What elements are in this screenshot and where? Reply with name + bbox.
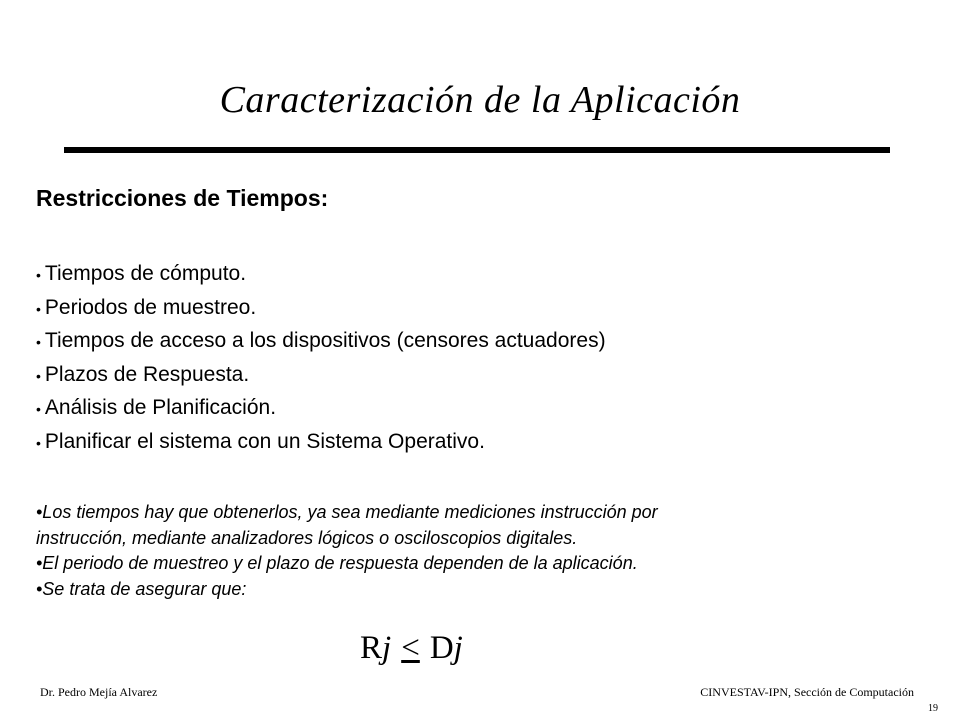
- section-heading: Restricciones de Tiempos:: [36, 185, 329, 211]
- bullet-text: Plazos de Respuesta.: [44, 362, 250, 386]
- note-line: •Se trata de asegurar que:: [36, 578, 247, 599]
- bullet-icon: •: [36, 434, 41, 451]
- list-item: [36, 258, 606, 292]
- bullet-icon: •: [36, 300, 41, 317]
- formula: [360, 628, 463, 668]
- formula-right-var: D: [429, 630, 454, 666]
- page-number: 19: [928, 703, 938, 714]
- footer-institution: CINVESTAV-IPN, Sección de Computación: [700, 685, 914, 699]
- formula-operator: <: [401, 630, 420, 666]
- footer-author: Dr. Pedro Mejía Alvarez: [40, 685, 158, 699]
- note-line: •Los tiempos hay que obtenerlos, ya sea mediante mediciones instrucción por: [36, 502, 658, 522]
- bullet-text: Planificar el sistema con un Sistema Operativo.: [44, 429, 485, 453]
- formula-right-sub: j: [453, 630, 463, 666]
- notes-block: [36, 500, 896, 602]
- list-item: [36, 325, 606, 359]
- bullet-text: Análisis de Planificación.: [44, 396, 277, 419]
- bullet-list: [36, 258, 606, 459]
- formula-left-var: R: [360, 630, 383, 666]
- bullet-icon: •: [36, 267, 41, 283]
- list-item: [36, 426, 606, 460]
- list-item: [36, 292, 606, 326]
- bullet-icon: •: [36, 401, 41, 417]
- bullet-text: Periodos de muestreo.: [44, 295, 257, 319]
- title-underline: [64, 147, 890, 153]
- list-item: [36, 359, 606, 393]
- bullet-icon: •: [36, 334, 41, 350]
- bullet-text: Tiempos de acceso a los dispositivos (censores actuadores): [44, 329, 606, 352]
- formula-left-sub: j: [382, 630, 392, 666]
- note-line: •El periodo de muestreo y el plazo de respuesta dependen de la aplicación.: [36, 553, 638, 573]
- bullet-text: Tiempos de cómputo.: [44, 262, 247, 285]
- note-line: instrucción, mediante analizadores lógicos o osciloscopios digitales.: [36, 527, 578, 548]
- slide-title: Caracterización de la Aplicación: [219, 79, 741, 121]
- bullet-icon: •: [36, 367, 41, 384]
- list-item: [36, 392, 606, 426]
